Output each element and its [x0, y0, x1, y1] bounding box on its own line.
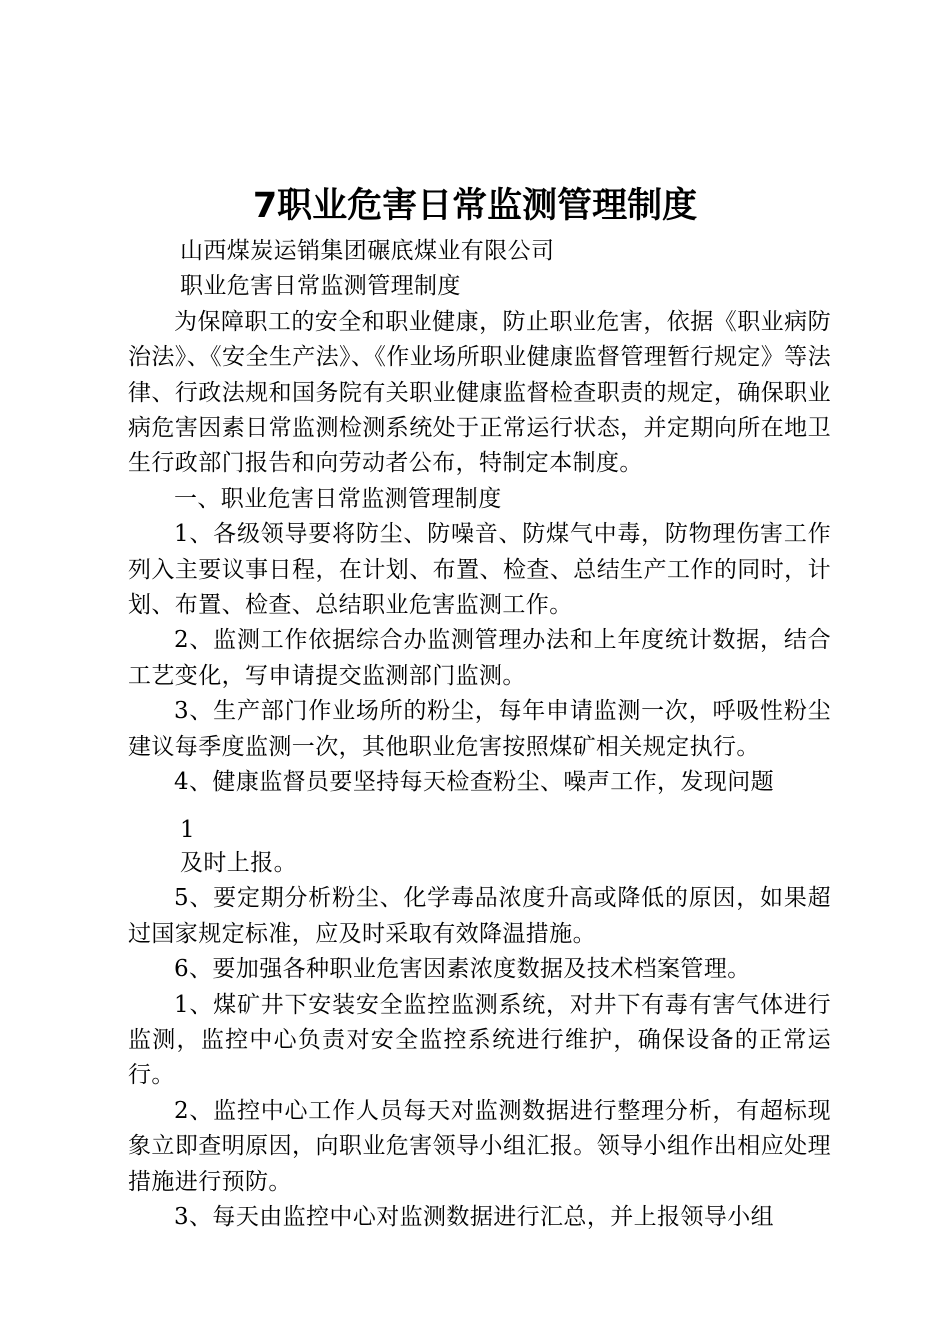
company-name: 山西煤炭运销集团碾底煤业有限公司 — [180, 238, 555, 264]
paragraph-item-3: 3、生产部门作业场所的粉尘，每年申请监测一次，呼吸性粉尘建议每季度监测一次，其他职业危害按照煤矿相关规定执行。 — [128, 698, 831, 760]
paragraph-item-2: 2、监测工作依据综合办监测管理办法和上年度统计数据，结合工艺变化，写申请提交监测部门监测。 — [128, 627, 831, 689]
document-body-page2 — [128, 846, 831, 1235]
paragraph-item-4-continued: 及时上报。 — [180, 850, 297, 876]
paragraph-item-5: 5、要定期分析粉尘、化学毒品浓度升高或降低的原因，如果超过国家规定标准，应及时采取有效降温措施。 — [128, 885, 831, 947]
section-heading: 一、职业危害日常监测管理制度 — [174, 485, 502, 512]
page-number: 1 — [180, 817, 195, 843]
paragraph-monitor-2: 2、监控中心工作人员每天对监测数据进行整理分析，有超标现象立即查明原因，向职业危害领导小组汇报。领导小组作出相应处理措施进行预防。 — [128, 1097, 831, 1195]
paragraph-intro: 为保障职工的安全和职业健康，防止职业危害，依据《职业病防治法》、《安全生产法》、《作业场所职业健康监督管理暂行规定》等法律、行政法规和国务院有关职业健康监督检查职责的规定，确保职业病危害因素日常监测检测系统处于正常运行状态，并定期向所在地卫生行政部门报告和向劳动者公布，特制定本制度。 — [128, 308, 831, 477]
paragraph-monitor-1: 1、煤矿井下安装安全监控监测系统，对井下有毒有害气体进行监测，监控中心负责对安全监控系统进行维护，确保设备的正常运行。 — [128, 991, 831, 1089]
paragraph-item-1: 1、各级领导要将防尘、防噪音、防煤气中毒，防物理伤害工作列入主要议事日程，在计划、布置、检查、总结生产工作的同时，计划、布置、检查、总结职业危害监测工作。 — [128, 521, 831, 619]
paragraph-item-4: 4、健康监督员要坚持每天检查粉尘、噪声工作，发现问题 — [174, 769, 775, 796]
document-title: 7职业危害日常监测管理制度 — [252, 186, 698, 226]
subtitle: 职业危害日常监测管理制度 — [180, 273, 461, 300]
paragraph-monitor-3: 3、每天由监控中心对监测数据进行汇总，并上报领导小组 — [174, 1204, 775, 1231]
document-body-page1 — [128, 234, 831, 801]
paragraph-item-6: 6、要加强各种职业危害因素浓度数据及技术档案管理。 — [174, 956, 751, 983]
